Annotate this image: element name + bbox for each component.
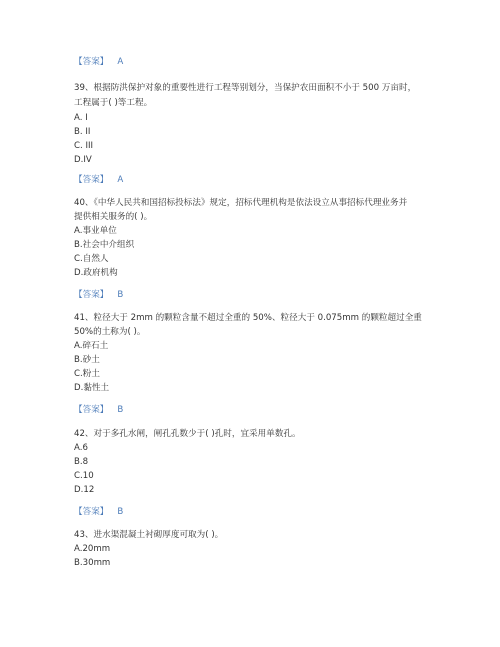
question-40-option-a: A.事业单位 [74,226,117,236]
question-40-answer [74,290,123,301]
question-40-option-b: B.社会中介组织 [74,240,135,250]
answer-label: 【答案】 [74,405,109,415]
question-41-option-b: B.砂土 [74,355,100,365]
question-39-stem: 39、根据防洪保护对象的重要性进行工程等别划分，当保护农田面积不小于 500 万亩时， [74,83,417,93]
question-43-stem: 43、进水渠混凝土衬砌厚度可取为( )。 [74,530,224,540]
question-39-option-d: D.IV [74,155,92,165]
question-40-option-c: C.自然人 [74,254,109,264]
question-39-option-a: A. I [74,113,88,123]
answer-line [74,57,123,68]
question-40-option-d: D.政府机构 [74,268,118,278]
question-41-stem-cont: 50%的土称为( )。 [74,327,146,337]
answer-label: 【答案】 [74,507,109,517]
answer-label: 【答案】 [74,57,109,67]
question-42-option-d: D.12 [74,485,95,495]
question-41-answer [74,405,123,416]
question-42-answer [74,507,123,518]
question-42-option-a: A.6 [74,443,88,453]
question-41-option-c: C.粉土 [74,369,100,379]
answer-value: B [117,405,124,415]
answer-label: 【答案】 [74,175,109,185]
question-39-option-b: B. II [74,127,91,137]
question-43-option-b: B.30mm [74,558,111,568]
question-42-option-b: B.8 [74,457,89,467]
question-41-option-d: D.黏性土 [74,383,110,393]
answer-value: B [117,290,124,300]
question-43-option-a: A.20mm [74,544,111,554]
question-41-option-a: A.碎石土 [74,341,109,351]
answer-label: 【答案】 [74,290,109,300]
answer-value: A [117,175,124,185]
answer-value: B [117,507,124,517]
question-40-stem: 40、《中华人民共和国招标投标法》规定，招标代理机构是依法设立从事招标代理业务并 [74,198,408,208]
question-42-option-c: C.10 [74,471,94,481]
question-39-stem-cont: 工程属于( )等工程。 [74,98,153,108]
answer-value: A [117,57,124,67]
question-39-option-c: C. III [74,141,94,151]
question-40-stem-cont: 提供相关服务的( )。 [74,212,153,222]
question-42-stem: 42、对于多孔水闸，闸孔孔数少于( )孔时，宜采用单数孔。 [74,429,301,439]
question-41-stem: 41、粒径大于 2mm 的颗粒含量不超过全重的 50%、粒径大于 0.075mm 的颗粒超过全重 [74,313,422,323]
question-39-answer [74,175,123,186]
